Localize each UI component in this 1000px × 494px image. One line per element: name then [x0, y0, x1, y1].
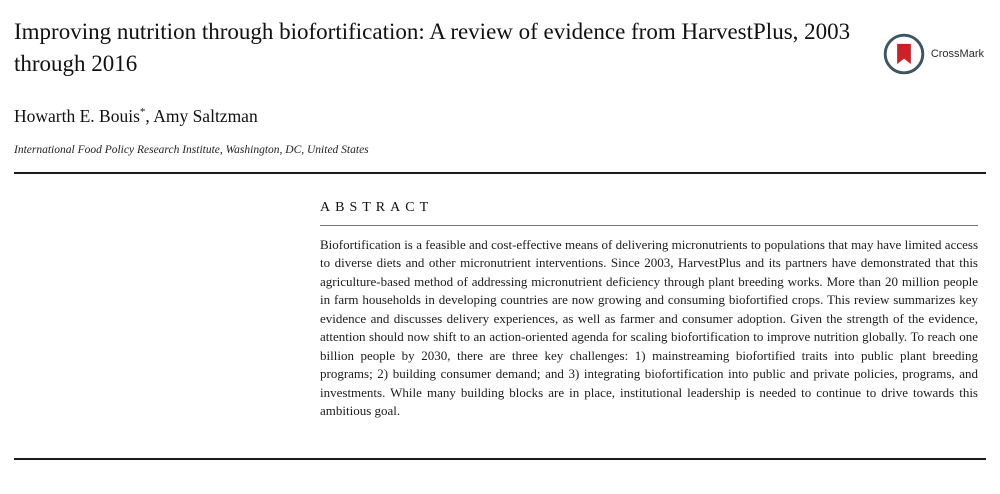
corresponding-author-mark: *: [139, 106, 146, 119]
abstract-section: [320, 200, 978, 421]
author-second: Amy Saltzman: [153, 106, 258, 126]
crossmark-label: CrossMark: [930, 48, 984, 60]
footer-divider: [14, 458, 986, 460]
header-divider: [14, 172, 986, 174]
authors-line: [14, 106, 258, 127]
authors-separator: ,: [145, 106, 154, 126]
crossmark-badge[interactable]: [882, 32, 984, 76]
abstract-text: Biofortification is a feasible and cost-effective means of delivering micronutrients to populations that may have limited access to diverse diets and other micronutrient interventions. Since 2003, HarvestPlus and its partners have demonstrated that this agriculture-based method of addressing micronutrient deficiency through plant breeding works. More than 20 million people in farm households in developing countries are now growing and consuming biofortified crops. This review summarizes key evidence and discusses delivery experiences, as well as farmer and consumer adoption. Given the strength of the evidence, attention should now shift to an action-oriented agenda for scaling biofortification to improve nutrition globally. To reach one billion people by 2030, there are three key challenges: 1) mainstreaming biofortified traits into public plant breeding programs; 2) building consumer demand; and 3) integrating biofortification into public and private policies, programs, and investments. While many building blocks are in place, institutional leadership is needed to continue to drive towards this ambitious goal.: [320, 237, 978, 419]
paper-title: Improving nutrition through biofortification: A review of evidence from HarvestPlus, 2003 through 2016: [14, 19, 851, 77]
affiliation: International Food Policy Research Institute, Washington, DC, United States: [14, 144, 369, 156]
abstract-heading: ABSTRACT: [320, 200, 434, 215]
author-first: Howarth E. Bouis: [14, 106, 140, 126]
crossmark-logo-icon: [882, 32, 926, 76]
abstract-divider: [320, 225, 978, 226]
